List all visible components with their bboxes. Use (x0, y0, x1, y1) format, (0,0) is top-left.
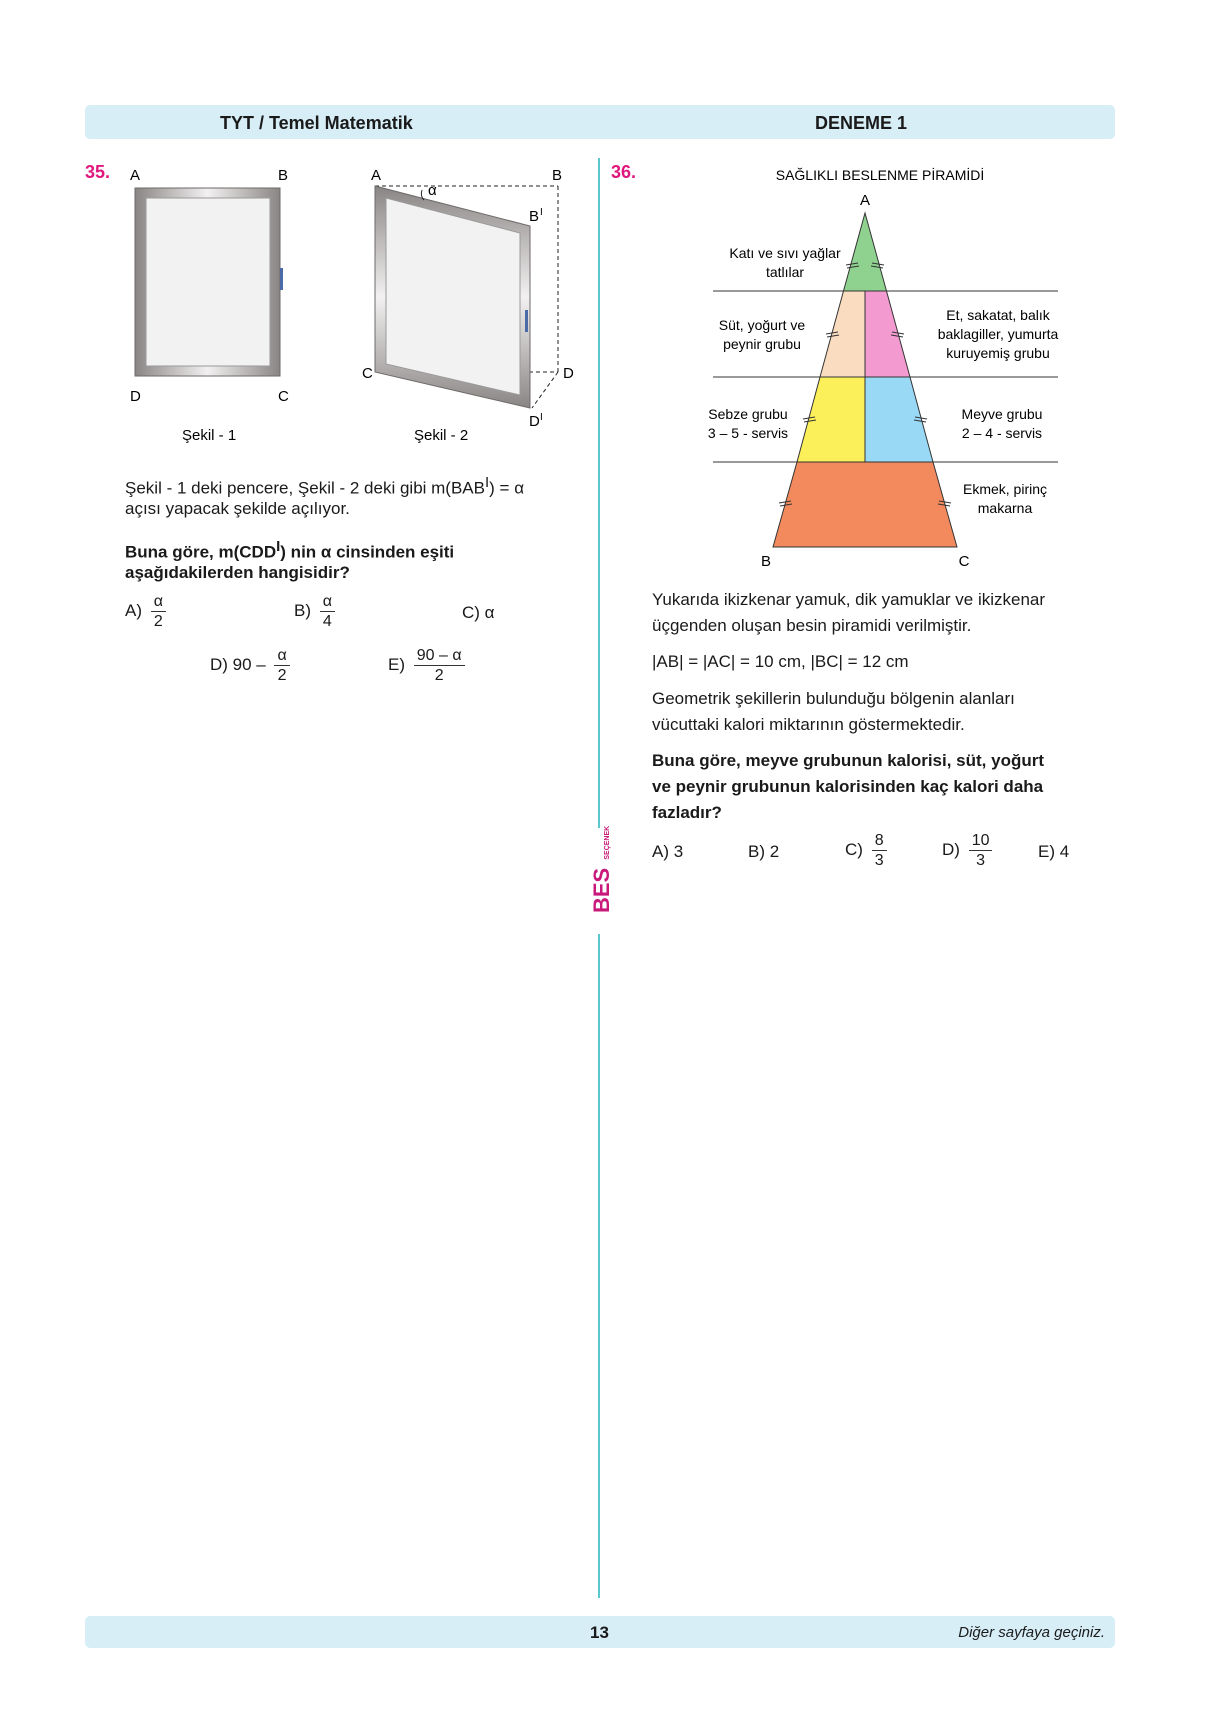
pyramid-vertex-C: C (958, 553, 970, 570)
fig1-label-C: C (278, 388, 289, 405)
label-meat-2: baklagiller, yumurta (937, 326, 1059, 342)
fig1-label-B: B (278, 167, 289, 184)
q35-text1-end: ) = α (489, 478, 525, 498)
exam-title: DENEME 1 (815, 113, 908, 133)
figure-1-window (135, 188, 283, 376)
label-dairy-2: peynir grubu (723, 336, 801, 352)
pyramid-vertex-B: B (760, 553, 772, 570)
pyramid-title: SAĞLIKLI BESLENME PİRAMİDİ (775, 167, 985, 183)
q35-q1-end: ) nin α cinsinden eşiti (280, 542, 455, 562)
q35-prime-2: I (276, 538, 281, 555)
publisher-logo (589, 825, 615, 913)
pyramid-fruit-region (865, 377, 933, 462)
pyramid-vertex-A: A (859, 192, 871, 209)
figure-2-handle (525, 310, 528, 332)
fig2-label-A: A (371, 167, 382, 184)
pyramid-bread-region (773, 462, 957, 547)
q35-prime-1: I (485, 474, 490, 491)
pyramid-vegetable-region (797, 377, 865, 462)
label-oils-1: Katı ve sıvı yağlar (729, 245, 841, 261)
q36-paragraph-3b: vücuttaki kalori miktarının göstermektedir. (652, 715, 965, 734)
page-number: 13 (590, 1623, 609, 1642)
q35-option-A[interactable]: A) $\frac{\alpha}{2}$ (125, 592, 166, 631)
q35-text1: Şekil - 1 deki pencere, Şekil - 2 deki gibi m(BAB (125, 478, 485, 498)
q35-q1: Buna göre, m(CDD (125, 542, 277, 562)
fig1-label-D: D (130, 388, 141, 405)
label-fruit-1: Meyve grubu (961, 406, 1043, 422)
fig2-label-D: D (563, 365, 574, 382)
label-bread-2: makarna (977, 500, 1033, 516)
question-35-figures (120, 160, 590, 450)
fig2-label-B: B (552, 167, 563, 184)
q36-option-D[interactable]: D) $\frac{10}{3}$ (942, 831, 992, 870)
page-footer (85, 1616, 1115, 1648)
page-header (85, 105, 1115, 139)
q35-option-B[interactable]: B) $\frac{\alpha}{4}$ (294, 592, 335, 631)
question-35-number: 35. (85, 162, 111, 182)
q35-option-E[interactable]: E) $\frac{90 - \alpha}{2}$ (388, 646, 465, 685)
label-veg-1: Sebze grubu (708, 406, 788, 422)
q35-text-line-2: açısı yapacak şekilde açılıyor. (125, 499, 350, 518)
q36-paragraph-3a: Geometrik şekillerin bulunduğu bölgenin alanları (652, 689, 1015, 708)
q36-option-B[interactable]: B) 2 (748, 842, 780, 861)
q35-option-C[interactable]: C) α (462, 603, 495, 622)
fig2-label-alpha: α (428, 182, 437, 199)
q36-question-line-1: Buna göre, meyve grubunun kalorisi, süt, yoğurt (652, 751, 1045, 770)
q36-paragraph-1b: üçgenden oluşan besin piramidi verilmiştir. (652, 616, 972, 635)
q36-paragraph-2: |AB| = |AC| = 10 cm, |BC| = 12 cm (652, 652, 909, 671)
question-36-number: 36. (611, 162, 637, 182)
fig1-caption: Şekil - 1 (182, 427, 237, 444)
q36-option-C[interactable]: C) $\frac{8}{3}$ (845, 831, 887, 870)
q35-option-D[interactable]: D) 90 – $\frac{\alpha}{2}$ (210, 646, 290, 685)
fig2-dashed-diag (532, 372, 558, 408)
q36-question-line-3: fazladır? (652, 803, 722, 822)
fig2-caption: Şekil - 2 (414, 427, 469, 444)
label-dairy-1: Süt, yoğurt ve (718, 317, 806, 333)
next-page-note: Diğer sayfaya geçiniz. (958, 1624, 1105, 1641)
logo-text: BES (589, 867, 614, 913)
q36-paragraph-1a: Yukarıda ikizkenar yamuk, dik yamuklar ve ikizkenar (652, 590, 1046, 609)
label-meat-1: Et, sakatat, balık (946, 307, 1050, 323)
fig1-label-A: A (130, 167, 141, 184)
logo-subtext: SEÇENEK (604, 825, 611, 860)
label-meat-3: kuruyemiş grubu (946, 345, 1050, 361)
pyramid-oils-region (844, 213, 887, 291)
fig2-label-B1-prime: I (540, 207, 543, 218)
q36-question-line-2: ve peynir grubunun kalorisinden kaç kalori daha (652, 777, 1044, 796)
fig2-label-C: C (362, 365, 373, 382)
label-fruit-2: 2 – 4 - servis (961, 425, 1043, 441)
fig2-label-B1: B (529, 208, 540, 225)
food-pyramid-figure (680, 160, 1080, 570)
fig2-label-D1: D (529, 413, 540, 430)
q35-question-line-2: aşağıdakilerden hangisidir? (125, 563, 350, 582)
fig2-label-D1-prime: I (540, 412, 543, 423)
q36-option-A[interactable]: A) 3 (652, 842, 684, 861)
label-bread-1: Ekmek, pirinç (962, 481, 1048, 497)
q36-option-E[interactable]: E) 4 (1038, 842, 1070, 861)
figure-1-handle (280, 268, 283, 290)
subject-title: TYT / Temel Matematik (220, 113, 413, 133)
label-oils-2: tatlılar (765, 264, 805, 280)
label-veg-2: 3 – 5 - servis (707, 425, 789, 441)
